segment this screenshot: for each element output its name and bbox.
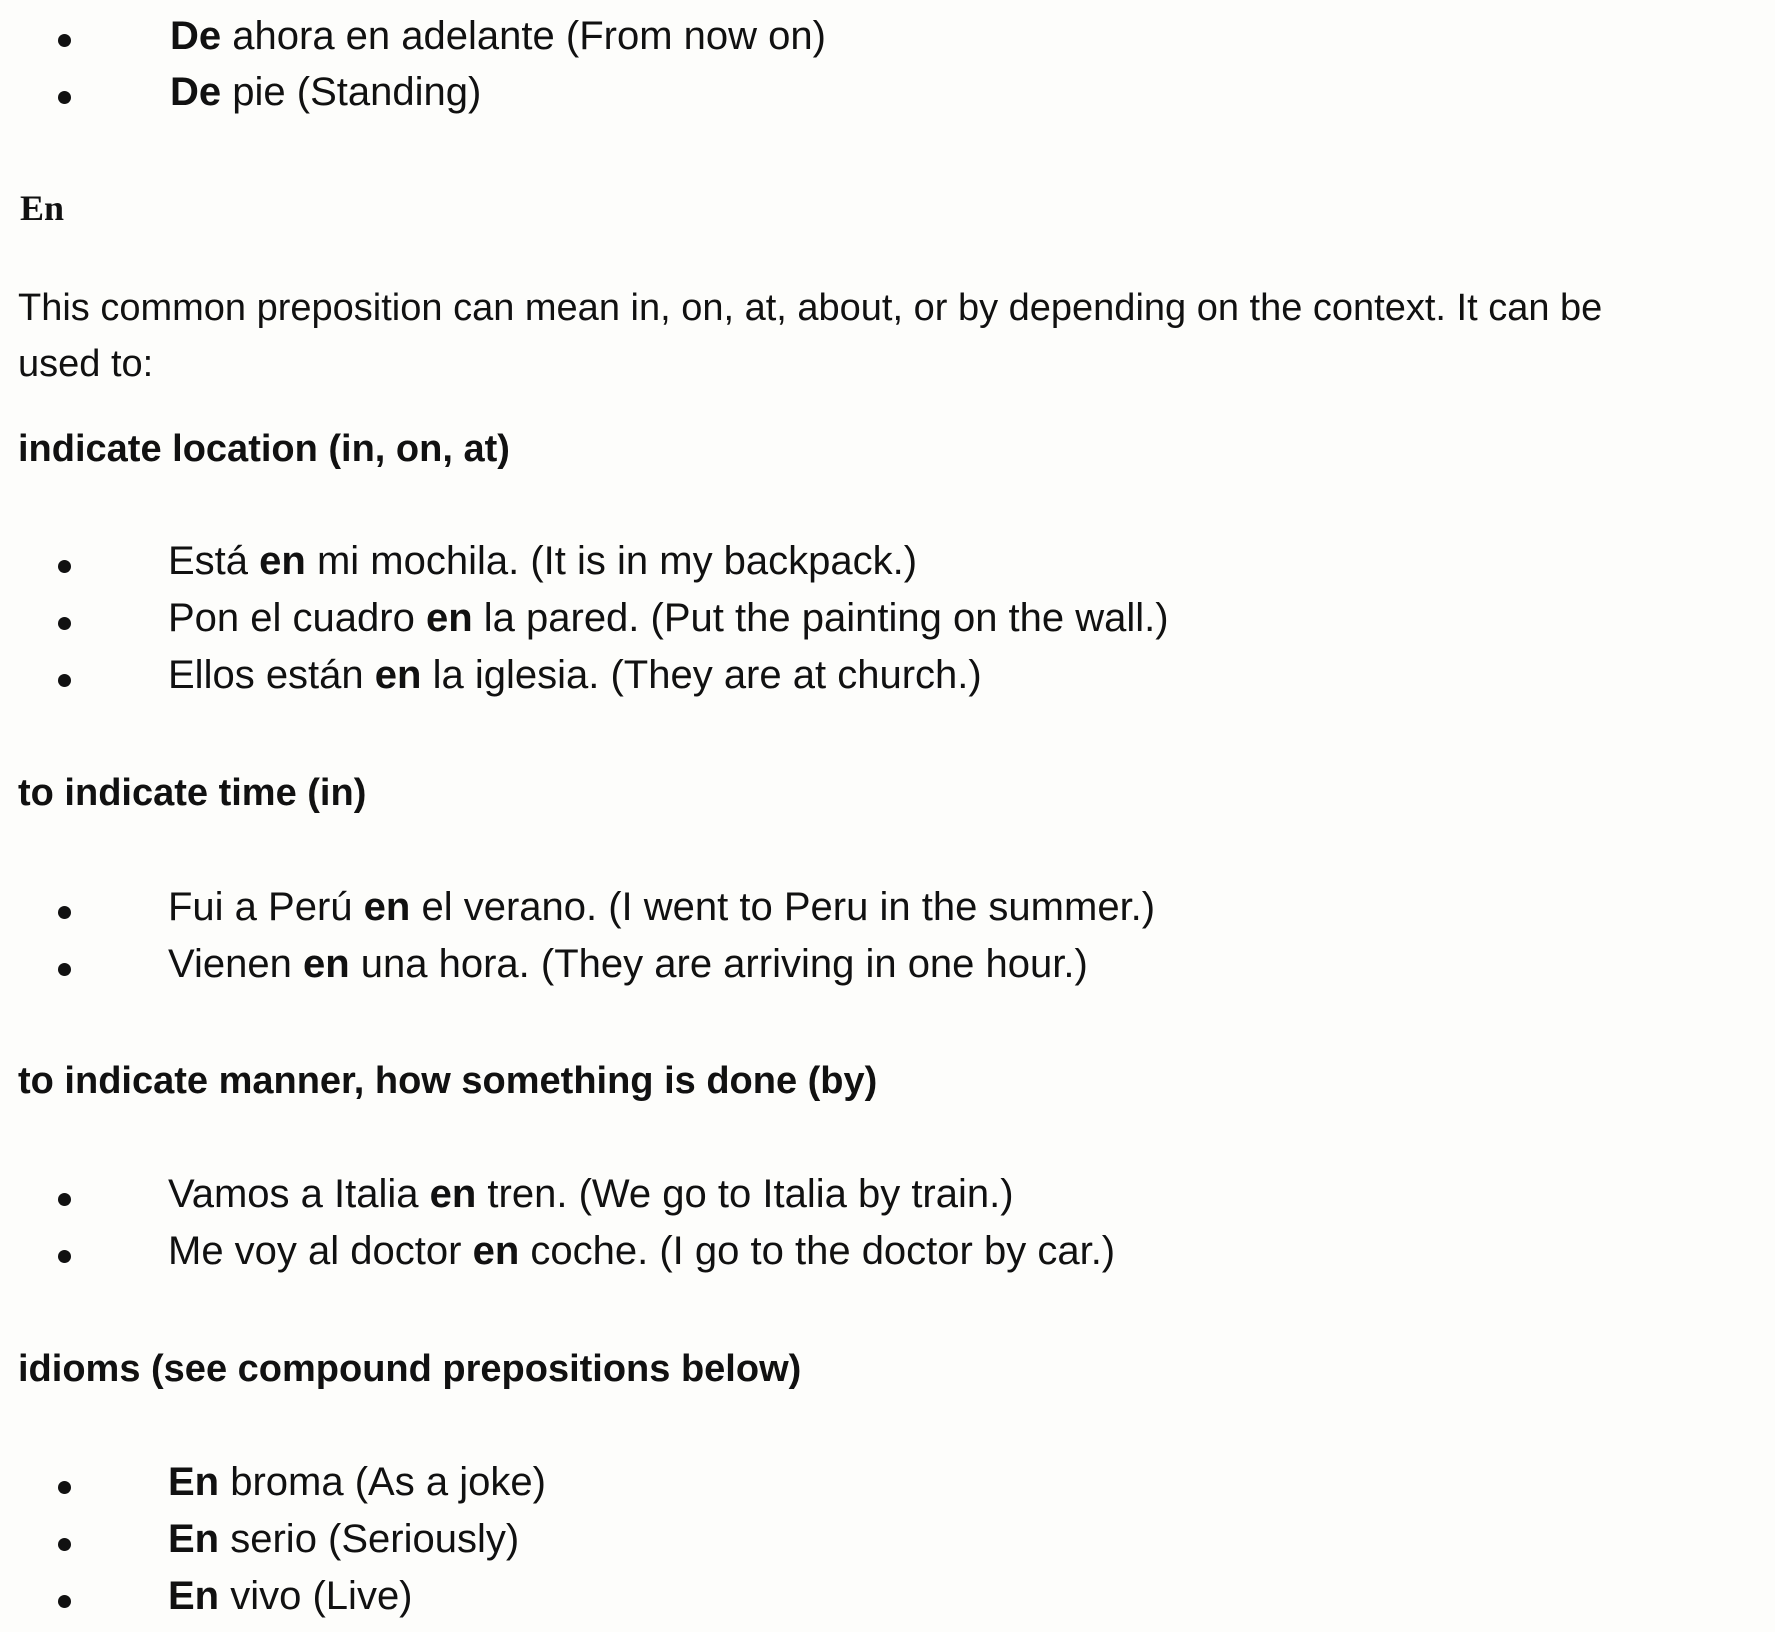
list-item: [170, 68, 481, 116]
bold-term: en: [363, 885, 411, 929]
list-item: [170, 12, 826, 60]
item-text: coche. (I go to the doctor by car.): [519, 1229, 1116, 1273]
item-text: Fui a Perú: [168, 885, 364, 929]
bullet: [58, 1595, 71, 1608]
list-item: [168, 651, 982, 699]
list-item: [168, 1170, 1014, 1218]
item-text: la iglesia. (They are at church.): [421, 653, 982, 697]
bullet: [58, 1481, 71, 1494]
bullet: [58, 91, 71, 104]
bullet: [58, 617, 71, 630]
bullet: [58, 34, 71, 47]
bold-term: en: [259, 539, 306, 583]
list-item: [168, 1458, 546, 1506]
bullet: [58, 1538, 71, 1551]
list-item: [168, 940, 1088, 988]
item-text: una hora. (They are arriving in one hour.): [349, 942, 1088, 986]
section-heading-idioms: idioms (see compound prepositions below): [18, 1348, 802, 1390]
bold-term: en: [425, 596, 473, 640]
list-item: [168, 1227, 1115, 1275]
item-text: Ellos están: [168, 653, 375, 697]
bullet: [58, 1193, 71, 1206]
item-text: Está: [168, 539, 260, 583]
section-heading-manner: to indicate manner, how something is done (by): [18, 1060, 878, 1102]
item-text: serio (Seriously): [219, 1517, 520, 1561]
item-text: el verano. (I went to Peru in the summer.): [410, 885, 1156, 929]
item-text: broma (As a joke): [219, 1460, 546, 1504]
bullet: [58, 963, 71, 976]
intro-paragraph: [18, 280, 1758, 392]
bold-term: En: [168, 1517, 220, 1561]
list-item: [168, 883, 1155, 931]
intro-line-2: used to:: [18, 343, 154, 385]
bullet: [58, 1250, 71, 1263]
item-text: Vamos a Italia: [168, 1172, 430, 1216]
bold-term: en: [302, 942, 350, 986]
section-title: En: [20, 188, 65, 228]
item-text: Pon el cuadro: [168, 596, 426, 640]
list-item: [168, 1572, 413, 1620]
item-text: la pared. (Put the painting on the wall.): [472, 596, 1169, 640]
item-text: tren. (We go to Italia by train.): [476, 1172, 1014, 1216]
item-text: pie (Standing): [221, 70, 482, 114]
list-item: [168, 594, 1169, 642]
bold-term: en: [374, 653, 422, 697]
item-text: mi mochila. (It is in my backpack.): [305, 539, 918, 583]
item-text: ahora en adelante (From now on): [221, 14, 826, 58]
item-text: Vienen: [168, 942, 303, 986]
bold-term: De: [170, 14, 222, 58]
bullet: [58, 674, 71, 687]
item-text: vivo (Live): [219, 1574, 413, 1618]
section-heading-location: indicate location (in, on, at): [18, 428, 510, 470]
list-item: [168, 1515, 519, 1563]
section-heading-time: to indicate time (in): [18, 772, 367, 814]
bold-term: En: [168, 1460, 220, 1504]
bullet: [58, 560, 71, 573]
item-text: Me voy al doctor: [168, 1229, 473, 1273]
list-item: [168, 537, 917, 585]
bold-term: en: [429, 1172, 477, 1216]
bullet: [58, 906, 71, 919]
bold-term: En: [168, 1574, 220, 1618]
intro-line-1: This common preposition can mean in, on, at, about, or by depending on the context. It can be: [18, 287, 1603, 329]
bold-term: De: [170, 70, 222, 114]
bold-term: en: [472, 1229, 520, 1273]
